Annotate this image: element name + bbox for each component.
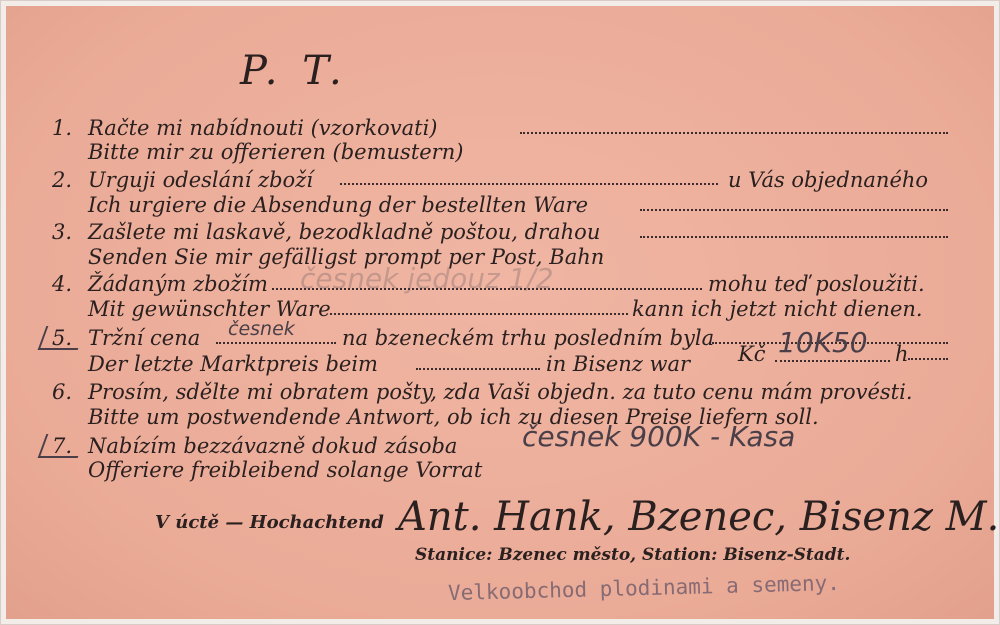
item-5-currency: Kč [738, 342, 766, 366]
greeting: V úctě — Hochachtend [155, 512, 384, 533]
item-5-german: Der letzte Marktpreis beim [88, 352, 378, 376]
item-5-german-fill-line [416, 368, 540, 370]
item-4-faded-handwriting: česnek jedouz 1/2 [300, 262, 554, 295]
salutation-title: P. T. [240, 48, 348, 94]
item-1-number: 1. [52, 116, 73, 140]
item-4-german-end: kann ich jetzt nicht dienen. [632, 297, 923, 321]
item-1-german: Bitte mir zu offerieren (bemustern) [88, 140, 464, 164]
item-5-czech-mid: na bzeneckém trhu posledním byla [342, 326, 715, 350]
item-5-price-fill-line [775, 360, 890, 362]
item-1-czech: Račte mi nabídnouti (vzorkovati) [88, 116, 438, 140]
item-5-czech: Tržní cena [88, 326, 201, 350]
item-7-czech: Nabízím bezzávazně dokud zásoba [88, 434, 458, 458]
item-6-german: Bitte um postwendende Antwort, ob ich zu diesen Preise liefern soll. [88, 405, 819, 429]
sender-name: Ant. Hank, Bzenec, Bisenz M. [398, 494, 1000, 540]
item-2-czech: Urguji odeslání zboží [88, 168, 313, 192]
item-3-fill-line [640, 236, 948, 238]
item-5-unit: h [895, 342, 909, 366]
item-3-czech: Zašlete mi laskavě, bezodkladně poštou, drahou [88, 220, 601, 244]
item-6-number: 6. [52, 380, 73, 404]
item-4-czech: Žádaným zbožím [88, 272, 268, 296]
item-7-number: 7. [52, 434, 73, 458]
item-2-czech-end: u Vás objednaného [728, 168, 929, 192]
item-2-german-fill-line [640, 209, 948, 211]
item-2-fill-line [340, 183, 718, 185]
item-3-number: 3. [52, 220, 73, 244]
item-5-handwriting: česnek [228, 318, 295, 340]
item-5-unit-fill-line [908, 358, 948, 360]
item-3-german: Senden Sie mir gefälligst prompt per Post, Bahn [88, 245, 605, 269]
item-4-german: Mit gewünschter Ware [88, 297, 331, 321]
item-5-number: 5. [52, 326, 73, 350]
station-line: Stanice: Bzenec město, Station: Bisenz-Stadt. [415, 545, 851, 565]
item-7-handwriting: česnek 900K - Kasa [522, 420, 796, 453]
item-6-czech: Prosím, sdělte mi obratem pošty, zda Vaši objedn. za tuto cenu mám provésti. [88, 380, 913, 404]
item-2-number: 2. [52, 168, 73, 192]
item-5-german-mid: in Bisenz war [546, 352, 691, 376]
item-4-german-fill-line [330, 313, 628, 315]
item-2-german: Ich urgiere die Absendung der bestellten Ware [88, 193, 589, 217]
item-5-fill-line [216, 342, 336, 344]
item-4-number: 4. [52, 272, 73, 296]
item-4-czech-end: mohu teď posloužiti. [708, 272, 925, 296]
item-1-fill-line [520, 132, 948, 134]
rubber-stamp: Velkoobchod plodinami a semeny. [447, 570, 841, 606]
item-7-german: Offeriere freibleibend solange Vorrat [88, 458, 483, 482]
item-5-price-handwriting: 10K50 [778, 326, 868, 359]
